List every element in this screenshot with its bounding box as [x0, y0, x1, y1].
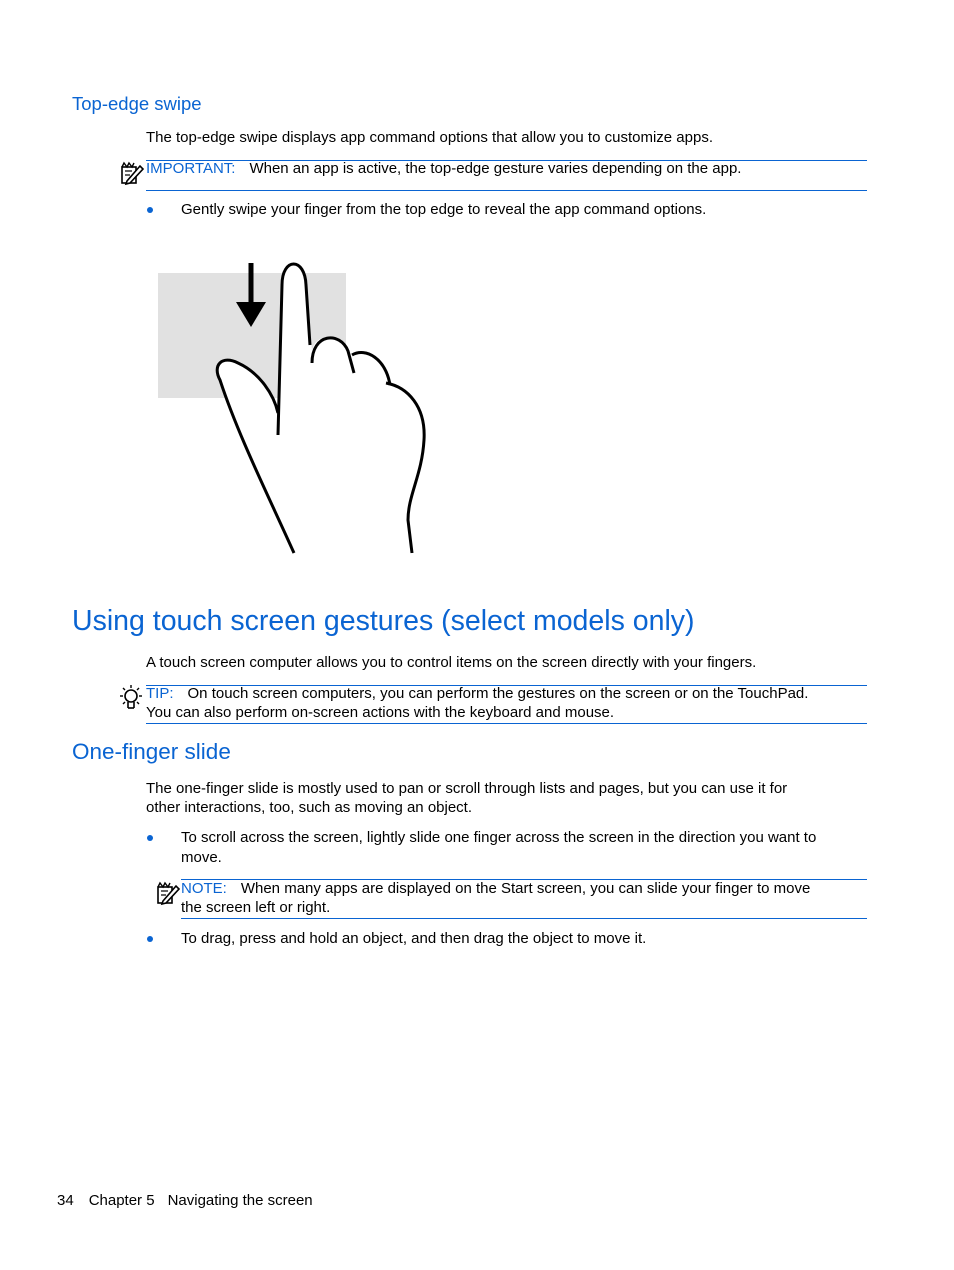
note-text-line2: the screen left or right.	[181, 899, 331, 916]
page-footer	[57, 1191, 313, 1211]
top-edge-swipe-bullet: Gently swipe your finger from the top edge to reveal the app command options.	[181, 201, 707, 218]
bullet-marker	[147, 936, 153, 942]
drag-bullet: To drag, press and hold an object, and then drag the object to move it.	[181, 930, 647, 947]
tip-note-line1	[146, 684, 808, 704]
section-heading-one-finger-slide: One-finger slide	[72, 739, 231, 764]
important-text: When an app is active, the top-edge gesture varies depending on the app.	[249, 160, 742, 177]
footer-chapter: Chapter 5	[88, 1192, 155, 1209]
note-icon	[154, 880, 180, 911]
footer-chapter-title: Navigating the screen	[167, 1192, 313, 1209]
important-note	[146, 159, 741, 179]
tip-text-line1: On touch screen computers, you can perform the gestures on the screen or on the TouchPad.	[187, 685, 809, 702]
top-edge-swipe-intro: The top-edge swipe displays app command options that allow you to customize apps.	[146, 129, 713, 146]
tip-bottom-rule	[146, 723, 867, 724]
scroll-bullet-line1: To scroll across the screen, lightly slide one finger across the screen in the direction you want to	[181, 829, 817, 846]
bullet-marker	[147, 207, 153, 213]
scroll-bullet-line2: move.	[181, 849, 222, 866]
lightbulb-icon	[118, 684, 144, 719]
note-text-line1: When many apps are displayed on the Start screen, you can slide your finger to move	[240, 880, 811, 897]
section-heading-top-edge-swipe: Top-edge swipe	[72, 93, 202, 114]
note-line1	[181, 879, 810, 899]
important-note-icon	[118, 160, 144, 191]
note-bottom-rule	[181, 918, 867, 919]
page-number: 34	[57, 1192, 74, 1209]
one-finger-intro-line1: The one-finger slide is mostly used to pan or scroll through lists and pages, but you can use it for	[146, 780, 788, 797]
important-bottom-rule	[146, 190, 867, 191]
touch-screen-intro: A touch screen computer allows you to control items on the screen directly with your fingers.	[146, 654, 757, 671]
important-label: IMPORTANT:	[146, 160, 236, 177]
tip-text-line2: You can also perform on-screen actions with the keyboard and mouse.	[146, 704, 615, 721]
tip-label: TIP:	[146, 685, 174, 702]
note-label: NOTE:	[181, 880, 227, 897]
section-heading-touch-screen-gestures: Using touch screen gestures (select models only)	[72, 605, 695, 637]
one-finger-intro-line2: other interactions, too, such as moving an object.	[146, 799, 473, 816]
bullet-marker	[147, 835, 153, 841]
top-edge-swipe-illustration	[150, 255, 440, 560]
